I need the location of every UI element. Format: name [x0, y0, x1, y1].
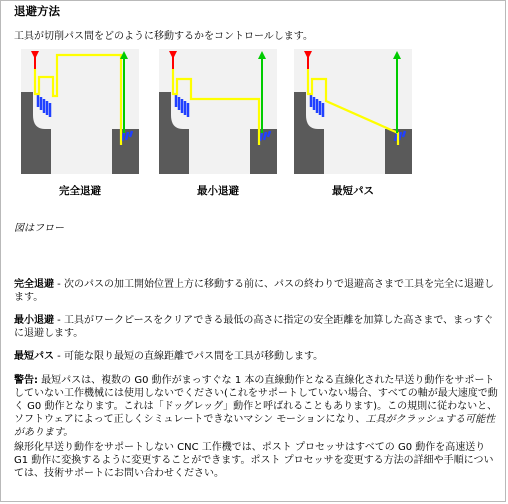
warning-label: 警告: — [14, 375, 38, 386]
definition-text: - 可能な限り最短の直線距離でパス間を工具が移動します。 — [54, 351, 324, 362]
warning-emphasis: 工具がクラッシュする可能性があります。 — [14, 414, 496, 438]
definition-full-retract — [14, 278, 498, 304]
definition-term: 最短パス — [14, 351, 54, 362]
definition-term: 完全退避 — [14, 279, 54, 290]
definition-minimum-retract — [14, 314, 498, 340]
diagram-label-minimum-retract: 最小退避 — [197, 185, 239, 197]
warning-text: 最短パスは、複数の G0 動作がまっすぐな 1 本の直線動作となる直線化された早送り動作をサポートしていない工作機械には使用しないでください(これをサポートしていない場合、すべての軸が最大速度で動く G0 動作となります。これは「ドッグレッグ」動作と呼ばれることもあります)。この規則に従わないと、ソフトウェアによって正しくシミュレートできないマシン モーションになり、 — [14, 375, 498, 425]
diagram-shortest-path — [294, 49, 412, 174]
diagram-minimum-retract — [159, 49, 277, 174]
warning-paragraph — [14, 374, 498, 439]
figure-caption: 図はフロー — [14, 223, 64, 234]
definition-term: 最小退避 — [14, 315, 54, 326]
definition-text: - 工具がワークピースをクリアできる最低の高さに指定の安全距離を加算した高さまで、まっすぐに退避します。 — [14, 315, 494, 339]
diagram-label-shortest-path: 最短パス — [332, 185, 374, 197]
definition-shortest-path — [14, 350, 498, 363]
page-title: 退避方法 — [14, 4, 60, 18]
diagram-label-full-retract: 完全退避 — [59, 185, 101, 197]
diagram-full-retract — [21, 49, 139, 174]
note-paragraph: 線形化早送り動作をサポートしない CNC 工作機では、ポスト プロセッサはすべての G0 動作を高速送り G1 動作に変換するように変更することができます。ポスト プロセッサを変更する方法の詳細や手順については、技術サポートにお問い合わせください。 — [14, 442, 494, 479]
definition-text: - 次のパスの加工開始位置上方に移動する前に、パスの終わりで退避高さまで工具を完全に退避します。 — [14, 279, 494, 303]
intro-text: 工具が切削パス間をどのように移動するかをコントロールします。 — [14, 31, 313, 42]
